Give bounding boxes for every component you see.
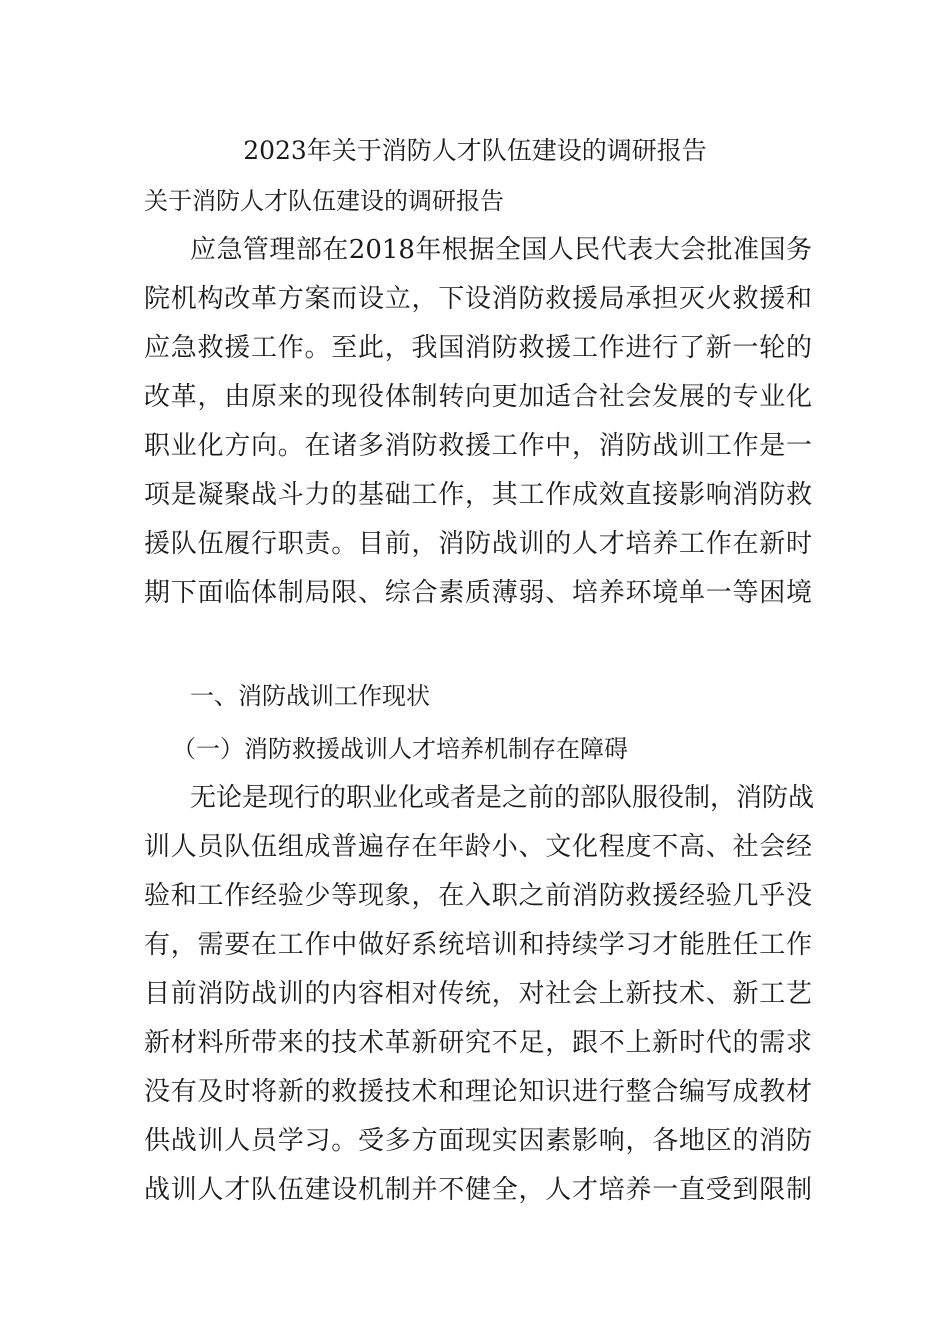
body-line: 有，需要在工作中做好系统培训和持续学习才能胜任工作 [144,930,812,960]
body-line: 目前消防战训的内容相对传统，对社会上新技术、新工艺 [144,979,812,1009]
body-line: 新材料所带来的技术革新研究不足，跟不上新时代的需求 [144,1028,812,1058]
body-line: 供战训人员学习。受多方面现实因素影响，各地区的消防 [144,1126,812,1156]
intro-line: 院机构改革方案而设立，下设消防救援局承担灭火救援和 [144,284,812,314]
document-title: 2023年关于消防人才队伍建设的调研报告 [243,136,707,165]
intro-line: 援队伍履行职责。目前，消防战训的人才培养工作在新时 [144,529,812,559]
intro-line: 期下面临体制局限、综合素质薄弱、培养环境单一等困境 [144,578,812,608]
intro-line: 改革，由原来的现役体制转向更加适合社会发展的专业化 [144,382,812,412]
intro-line: 应急救援工作。至此，我国消防救援工作进行了新一轮的 [144,333,812,363]
body-line: 无论是现行的职业化或者是之前的部队服役制，消防战 [190,783,815,813]
intro-line: 应急管理部在2018年根据全国人民代表大会批准国务 [190,235,812,265]
body-line: 战训人才队伍建设机制并不健全，人才培养一直受到限制 [144,1175,812,1205]
intro-line: 职业化方向。在诸多消防救援工作中，消防战训工作是一 [144,431,812,461]
subsection-heading: （一）消防救援战训人才培养机制存在障碍 [172,735,628,763]
body-line: 训人员队伍组成普遍存在年龄小、文化程度不高、社会经 [144,832,812,862]
body-line: 没有及时将新的救援技术和理论知识进行整合编写成教材 [144,1077,812,1107]
section-heading: 一、消防战训工作现状 [190,682,430,710]
body-line: 验和工作经验少等现象，在入职之前消防救援经验几乎没 [144,881,812,911]
intro-line: 项是凝聚战斗力的基础工作，其工作成效直接影响消防救 [144,480,812,510]
document-subtitle: 关于消防人才队伍建设的调研报告 [144,187,504,215]
